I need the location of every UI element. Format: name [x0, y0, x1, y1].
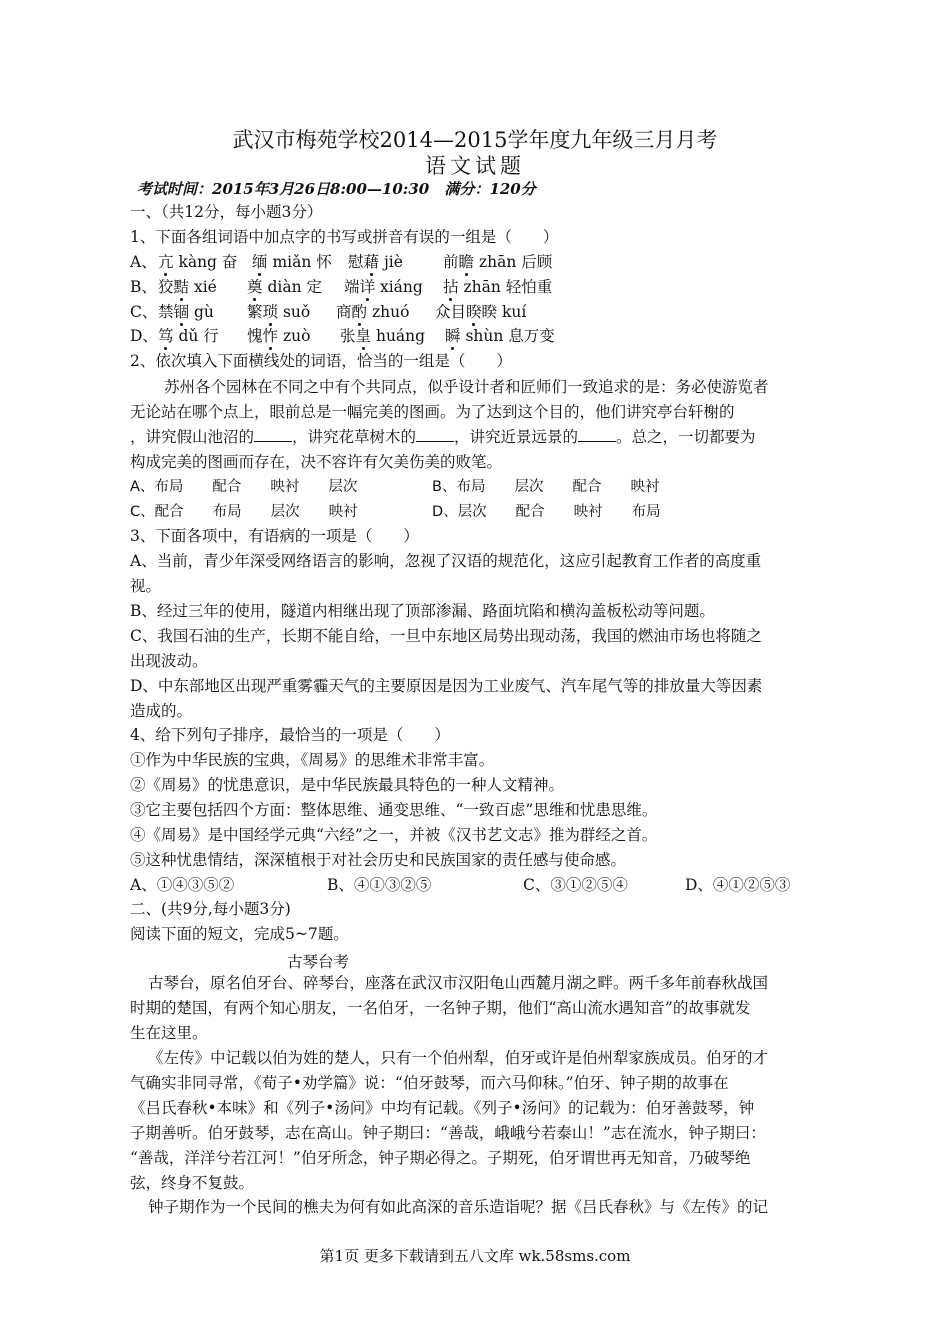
q4-stem: 4、给下列句子排序，最恰当的一项是（ ）	[130, 726, 450, 744]
article-line: “善哉，洋洋兮若江河！”伯牙所念，钟子期必得之。子期死，伯牙谓世再无知音，乃破琴绝	[130, 1149, 751, 1167]
article-line: 《左传》中记载以伯为姓的楚人，只有一个伯州犁，伯牙或许是伯州犁家族成员。伯牙的才	[148, 1049, 769, 1067]
fill-blank	[254, 427, 292, 442]
q2-option-b: B、布局 层次 配合 映衬	[432, 479, 660, 495]
fill-blank	[416, 427, 454, 442]
word-item: 瞬 shùn 息万变	[445, 327, 555, 345]
q3-option-d-cont: 造成的。	[130, 702, 193, 720]
word-item: 奠 diàn 定	[247, 278, 322, 296]
q3-option-a: A、当前，青少年深受网络语言的影响，忽视了汉语的规范化，这应引起教育工作者的高度重	[130, 552, 762, 570]
q4-option-d: D、④①②⑤③	[685, 876, 791, 894]
q4-sentence: ①作为中华民族的宝典，《周易》的思维术非常丰富。	[130, 751, 495, 769]
word-item: 愧怍 zuò	[247, 327, 311, 345]
page-footer: 第1页 更多下载请到五八文库 wk.58sms.com	[319, 1247, 631, 1265]
word-item: 张皇 huáng	[340, 327, 426, 345]
word-item: 缅 miǎn 怀	[252, 253, 332, 271]
article-line: 古琴台，原名伯牙台、碎琴台，座落在武汉市汉阳龟山西麓月湖之畔。两千多年前春秋战国	[148, 974, 769, 992]
section2-heading: 二、(共9分,每小题3分)	[130, 900, 291, 918]
word-item: 禁锢 gù	[158, 303, 214, 321]
word-item: 商酌 zhuó	[336, 303, 410, 321]
q2-option-a: A、布局 配合 映衬 层次	[130, 479, 358, 495]
article-line: 《吕氏春秋•本味》和《列子•汤问》中均有记载。《列子•汤问》的记载为：伯牙善鼓琴，钟	[130, 1099, 755, 1117]
exam-info	[137, 178, 546, 199]
article-line: 气确实非同寻常，《荀子•劝学篇》说：“伯牙鼓琴，而六马仰秣。”伯牙、钟子期的故事在	[130, 1074, 729, 1092]
fill-blank	[578, 427, 616, 442]
article-title: 古琴台考	[287, 953, 350, 971]
document-title: 武汉市梅苑学校2014—2015学年度九年级三月月考	[232, 128, 718, 152]
q2-option-d: D、层次 配合 映衬 布局	[432, 504, 661, 520]
q3-option-c: C、我国石油的生产，长期不能自给，一旦中东地区局势出现动荡，我国的燃油市场也将随之	[130, 627, 762, 645]
word-item: 前瞻 zhān 后顾	[443, 253, 553, 271]
word-item: 慰藉 jiè	[348, 253, 403, 271]
q4-sentence: ⑤这种忧患情结，深深植根于对社会历史和民族国家的责任感与使命感。	[130, 851, 627, 869]
q3-option-d: D、中东部地区出现严重雾霾天气的主要原因是因为工业废气、汽车尾气等的排放量大等因素	[130, 677, 763, 695]
article-line: 子期善听。伯牙鼓琴，志在高山。钟子期曰：“善哉，峨峨兮若泰山！”志在流水，钟子期曰：	[130, 1124, 766, 1142]
q3-option-c-cont: 出现波动。	[130, 652, 208, 670]
option-label: C、	[130, 303, 158, 321]
q4-sentence: ③它主要包括四个方面：整体思维、通变思维、“一致百虑”思维和忧患思维。	[130, 801, 658, 819]
exam-time: 考试时间：2015年3月26日8:00—10:30	[137, 180, 430, 198]
q2-passage-line: 苏州各个园林在不同之中有个共同点，似乎设计者和匠师们一致追求的是：务必使游览者	[164, 378, 769, 396]
word-item: 端详 xiáng	[344, 278, 423, 296]
q3-stem: 3、下面各项中，有语病的一项是（ ）	[130, 527, 419, 545]
option-label: A、	[130, 253, 157, 271]
full-score: 满分：120分	[444, 180, 536, 198]
article-line: 弦，终身不复鼓。	[130, 1174, 255, 1192]
q3-option-a-cont: 视。	[130, 577, 162, 595]
word-item: 拈 zhān 轻怕重	[443, 278, 553, 296]
q4-option-b: B、④①③②⑤	[327, 876, 432, 894]
option-label: D、	[130, 327, 158, 345]
q4-sentence: ④《周易》是中国经学元典“六经”之一，并被《汉书艺文志》推为群经之首。	[130, 826, 658, 844]
word-item: 众目睽睽 kuí	[435, 303, 527, 321]
word-item: 狡黠 xié	[158, 278, 217, 296]
q2-passage-line: 构成完美的图画而存在，决不容许有欠美伤美的败笔。	[130, 453, 503, 471]
q3-option-b: B、经过三年的使用，隧道内相继出现了顶部渗漏、路面坑陷和横沟盖板松动等问题。	[130, 602, 715, 620]
word-item: 笃 dǔ 行	[158, 327, 219, 345]
q2-passage-line: ，讲究假山池沼的 ，讲究花草树木的 ，讲究近景远景的 。总之，一切都要为	[130, 428, 756, 446]
q4-option-a: A、①④③⑤②	[130, 876, 235, 894]
article-line: 生在这里。	[130, 1024, 208, 1042]
article-line: 时期的楚国，有两个知心朋友，一名伯牙，一名钟子期，他们“高山流水遇知音”的故事就发	[130, 999, 751, 1017]
article-line: 钟子期作为一个民间的樵夫为何有如此高深的音乐造诣呢？据《吕氏春秋》与《左传》的记	[148, 1198, 769, 1216]
word-item: 繁琐 suǒ	[247, 303, 311, 321]
document-subtitle: 语文试题	[425, 154, 525, 178]
q4-sentence: ②《周易》的忧患意识，是中华民族最具特色的一种人文精神。	[130, 776, 565, 794]
q2-option-c: C、配合 布局 层次 映衬	[130, 504, 358, 520]
q4-option-c: C、③①②⑤④	[523, 876, 628, 894]
word-item: 亢 kàng 奋	[158, 253, 238, 271]
section2-instruction: 阅读下面的短文，完成5~7题。	[130, 925, 349, 943]
q2-passage-line: 无论站在哪个点上，眼前总是一幅完美的图画。为了达到这个目的，他们讲究亭台轩榭的	[130, 403, 735, 421]
q1-stem: 1、下面各组词语中加点字的书写或拼音有误的一组是（ ）	[130, 228, 559, 246]
option-label: B、	[130, 278, 157, 296]
q2-stem: 2、依次填入下面横线处的词语，恰当的一组是（ ）	[130, 352, 512, 370]
section1-heading: 一、（共12分，每小题3分）	[130, 203, 323, 221]
